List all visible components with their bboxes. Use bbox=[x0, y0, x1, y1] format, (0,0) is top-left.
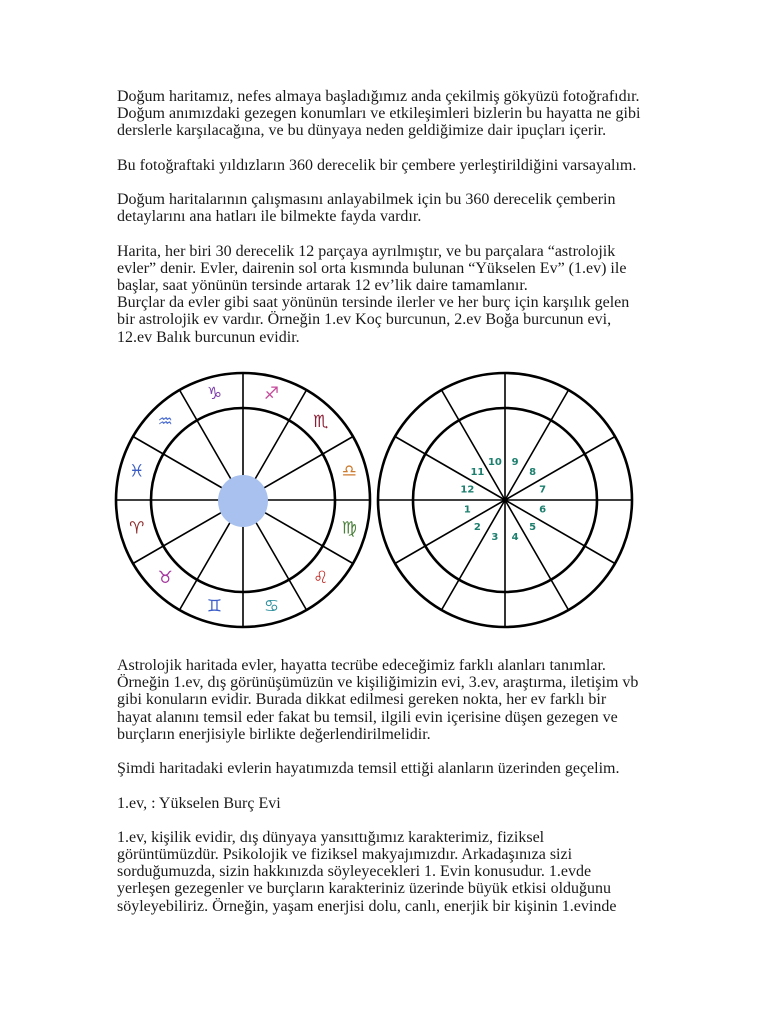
house-number-label: 7 bbox=[539, 484, 547, 496]
cancer-sign-icon: ♋ bbox=[263, 596, 280, 617]
text-line: burçların enerjisiyle birlikte değerlendirilmelidir. bbox=[117, 725, 431, 743]
house-divider-line bbox=[395, 437, 505, 501]
house-divider-line bbox=[442, 500, 506, 610]
house-divider-line bbox=[505, 390, 569, 500]
scorpio-sign-icon: ♏ bbox=[313, 412, 329, 433]
house-number-label: 8 bbox=[529, 466, 537, 478]
paragraph-houses-meaning bbox=[117, 657, 717, 743]
text-line: hayat alanını temsil eder fakat bu temsil, ilgili evin içerisine düşen gezegen ve bbox=[117, 708, 618, 726]
text-line: 12.ev Balık burcunun evidir. bbox=[117, 328, 300, 346]
text-line: Doğum haritalarının çalışmasını anlayabilmek için bu 360 derecelik çemberin bbox=[117, 191, 616, 209]
house-number-label: 10 bbox=[487, 456, 502, 468]
paragraph-houses-and-signs bbox=[117, 243, 717, 346]
house-number-label: 3 bbox=[491, 532, 499, 544]
house-number-label: 4 bbox=[511, 532, 519, 544]
text-line: görüntümüzdür. Psikolojik ve fiziksel makyajımızdır. Arkadaşınıza sizi bbox=[117, 846, 573, 864]
pisces-sign-icon: ♓ bbox=[129, 461, 145, 482]
text-line: 1.ev, : Yükselen Burç Evi bbox=[117, 794, 281, 812]
libra-sign-icon: ♎ bbox=[341, 461, 357, 482]
paragraph-birth-chart-definition bbox=[117, 88, 717, 140]
body-text-block bbox=[117, 657, 717, 932]
text-line: derslerle karşılacağına, ve bu dünyaya neden geldiğimize dair ipuçları içerir. bbox=[117, 122, 607, 140]
text-line: yerleşen gezegenler ve burçların karakteriniz üzerinde büyük etkisi olduğunu bbox=[117, 880, 612, 898]
text-line: Burçlar da evler gibi saat yönünün tersinde ilerler ve her burç için karşılık gelen bbox=[117, 294, 630, 312]
text-line: gibi konuların evidir. Burada dikkat edilmesi gereken nokta, her ev farklı bir bbox=[117, 691, 607, 709]
taurus-sign-icon: ♉ bbox=[157, 567, 173, 588]
house-divider-line bbox=[395, 500, 505, 564]
house-divider-line bbox=[505, 500, 615, 564]
zodiac-wheel-center-disc bbox=[218, 475, 268, 527]
house-wheel bbox=[378, 373, 632, 627]
text-line: Örneğin 1.ev, dış görünüşümüzün ve kişiliğimizin evi, 3.ev, araştırma, iletişim vb bbox=[117, 674, 639, 692]
text-line: detaylarını ana hatları ile bilmekte fayda vardır. bbox=[117, 208, 422, 226]
astrology-wheels-figure bbox=[0, 360, 768, 640]
text-line: 1.ev, kişilik evidir, dış dünyaya yansıttığımız karakterimiz, fiziksel bbox=[117, 828, 545, 846]
leo-sign-icon: ♌ bbox=[313, 567, 329, 588]
section-heading-first-house bbox=[117, 795, 717, 812]
text-line: sorduğumuzda, sizin hakkınızda söyleyecekleri 1. Evin konusudur. 1.evde bbox=[117, 863, 592, 881]
house-number-label: 12 bbox=[460, 484, 475, 496]
text-line: Doğum haritamız, nefes almaya başladığımız anda çekilmiş gökyüzü fotoğrafıdır. bbox=[117, 88, 640, 105]
house-number-label: 9 bbox=[511, 456, 519, 468]
virgo-sign-icon: ♍ bbox=[341, 518, 357, 539]
paragraph-circle-details bbox=[117, 191, 717, 225]
text-line: Astrolojik haritada evler, hayatta tecrübe edeceğimiz farklı alanları tanımlar. bbox=[117, 657, 606, 674]
paragraph-first-house bbox=[117, 829, 717, 915]
aquarius-sign-icon: ♒ bbox=[157, 412, 173, 433]
house-number-label: 11 bbox=[470, 466, 485, 478]
sagittarius-sign-icon: ♐ bbox=[263, 383, 280, 404]
text-line: Doğum anımızdaki gezegen konumları ve etkileşimleri bizlerin bu hayatta ne gibi bbox=[117, 105, 641, 123]
house-number-label: 1 bbox=[463, 504, 471, 516]
capricorn-sign-icon: ♑ bbox=[206, 383, 223, 404]
zodiac-wheel bbox=[116, 373, 370, 627]
gemini-sign-icon: ♊ bbox=[206, 596, 223, 617]
text-line: söyleyebiliriz. Örneğin, yaşam enerjisi dolu, canlı, enerjik bir kişinin 1.evinde bbox=[117, 897, 617, 915]
intro-text-block bbox=[117, 88, 717, 363]
house-number-label: 5 bbox=[529, 522, 537, 534]
text-line: başlar, saat yönünün tersinde artarak 12 ev’lik daire tamamlanır. bbox=[117, 277, 528, 295]
house-number-label: 2 bbox=[473, 522, 481, 534]
text-line: Harita, her biri 30 derecelik 12 parçaya ayrılmıştır, ve bu parçalara “astrolojik bbox=[117, 242, 616, 260]
house-divider-line bbox=[505, 437, 615, 501]
text-line: evler” denir. Evler, dairenin sol orta kısmında bulunan “Yükselen Ev” (1.ev) ile bbox=[117, 259, 627, 277]
aries-sign-icon: ♈ bbox=[129, 518, 145, 539]
house-divider-line bbox=[505, 500, 569, 610]
paragraph-transition bbox=[117, 760, 717, 777]
text-line: Bu fotoğraftaki yıldızların 360 derecelik bir çembere yerleştirildiğini varsayalım. bbox=[117, 156, 637, 174]
house-number-label: 6 bbox=[539, 504, 547, 516]
text-line: bir astrolojik ev vardır. Örneğin 1.ev Koç burcunun, 2.ev Boğa burcunun evi, bbox=[117, 311, 612, 329]
text-line: Şimdi haritadaki evlerin hayatımızda temsil ettiği alanların üzerinden geçelim. bbox=[117, 760, 620, 778]
paragraph-360-circle bbox=[117, 157, 717, 174]
